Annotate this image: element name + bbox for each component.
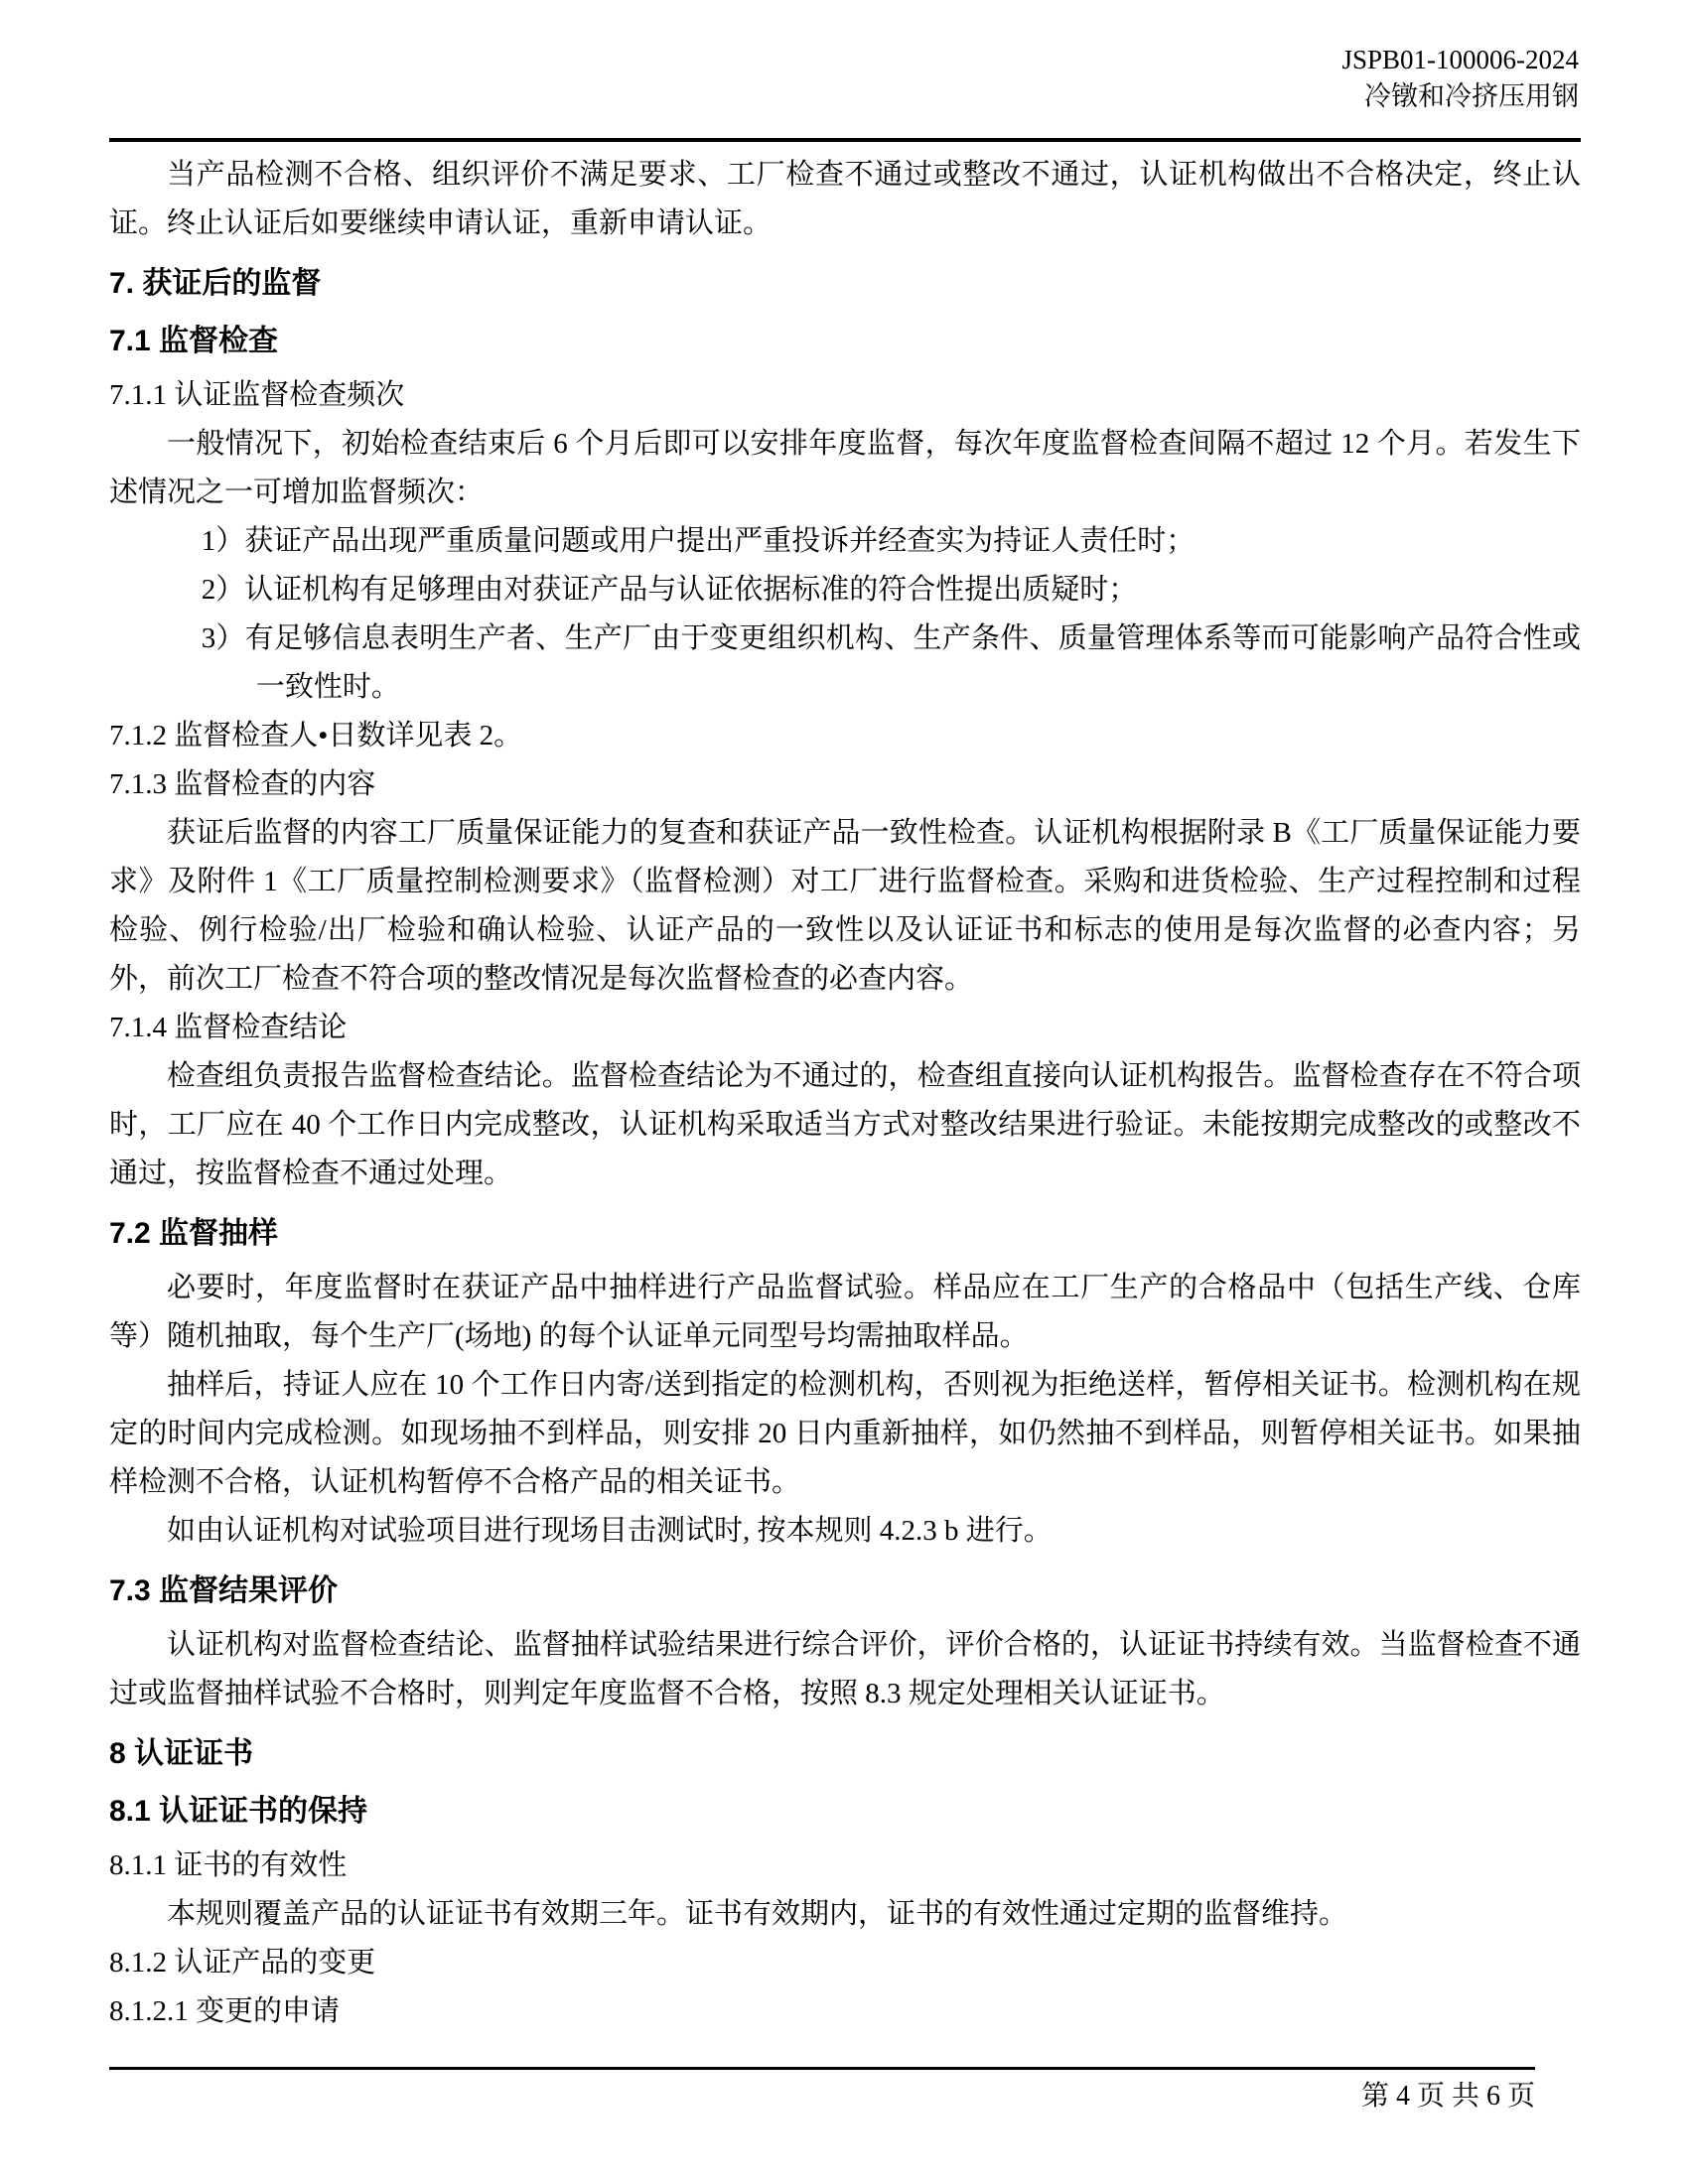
clause-7-1-1-heading: 7.1.1 认证监督检查频次	[109, 379, 405, 411]
paragraph-termination: 当产品检测不合格、组织评价不满足要求、工厂检查不通过或整改不通过，认证机构做出不合格决定，终止认证。终止认证后如要继续申请认证，重新申请认证。	[109, 159, 1581, 239]
paragraph-sampling-1: 必要时，年度监督时在获证产品中抽样进行产品监督试验。样品应在工厂生产的合格品中（包括生产线、仓库等）随机抽取，每个生产厂(场地) 的每个认证单元同型号均需抽取样品。	[109, 1272, 1581, 1352]
page-number: 第 4 页 共 6 页	[1360, 2081, 1535, 2112]
clause-8-1-2-1-heading: 8.1.2.1 变更的申请	[109, 1995, 341, 2027]
paragraph-sampling-2: 抽样后，持证人应在 10 个工作日内寄/送到指定的检测机构，否则视为拒绝送样，暂停相关证书。检测机构在规定的时间内完成检测。如现场抽不到样品，则安排 20 日内重新抽样，如仍然抽不到样品，则暂停相关证书。如果抽样检测不合格，认证机构暂停不合格产品的相关证书。	[109, 1369, 1581, 1498]
paragraph-cert-validity: 本规则覆盖产品的认证证书有效期三年。证书有效期内，证书的有效性通过定期的监督维持。	[167, 1898, 1348, 1930]
section-8-1-heading: 8.1 认证证书的保持	[109, 1795, 368, 1828]
document-number: JSPB01-100006-2024	[1341, 45, 1579, 74]
clause-7-1-3-heading: 7.1.3 监督检查的内容	[109, 768, 376, 800]
list-item-2: 2）认证机构有足够理由对获证产品与认证依据标准的符合性提出质疑时；	[201, 574, 1138, 606]
document-title: 冷镦和冷挤压用钢	[1364, 81, 1579, 111]
clause-7-1-4-heading: 7.1.4 监督检查结论	[109, 1012, 348, 1043]
clause-8-1-2-heading: 8.1.2 认证产品的变更	[109, 1947, 376, 1979]
list-item-3: 3）有足够信息表明生产者、生产厂由于变更组织机构、生产条件、质量管理体系等而可能影响产品符合性或一致性时。	[201, 622, 1581, 703]
paragraph-witness-test: 如由认证机构对试验项目进行现场目击测试时, 按本规则 4.2.3 b 进行。	[167, 1515, 1053, 1547]
section-7-3-heading: 7.3 监督结果评价	[109, 1574, 339, 1607]
paragraph-supervision-content: 获证后监督的内容工厂质量保证能力的复查和获证产品一致性检查。认证机构根据附录 B《工厂质量保证能力要求》及附件 1《工厂质量控制检测要求》（监督检测）对工厂进行监督检查。采购和进货检验、生产过程控制和过程检验、例行检验/出厂检验和确认检验、认证产品的一致性以及认证证书和标志的使用是每次监督的必查内容；另外，前次工厂检查不符合项的整改情况是每次监督检查的必查内容。	[109, 817, 1581, 995]
section-7-2-heading: 7.2 监督抽样	[109, 1217, 279, 1250]
list-item-1: 1）获证产品出现严重质量问题或用户提出严重投诉并经查实为持证人责任时；	[201, 525, 1196, 557]
page-header	[109, 42, 1579, 115]
header-divider	[109, 138, 1581, 142]
section-7-heading: 7. 获证后的监督	[109, 267, 322, 300]
clause-7-1-2-line: 7.1.2 监督检查人•日数详见表 2。	[109, 720, 523, 751]
document-body	[109, 151, 1581, 2036]
footer-divider	[109, 2067, 1535, 2070]
section-8-heading: 8 认证证书	[109, 1737, 254, 1770]
section-7-1-heading: 7.1 监督检查	[109, 325, 279, 357]
paragraph-supervision-conclusion: 检查组负责报告监督检查结论。监督检查结论为不通过的，检查组直接向认证机构报告。监督检查存在不符合项时，工厂应在 40 个工作日内完成整改，认证机构采取适当方式对整改结果进行验证。未能按期完成整改的或整改不通过，按监督检查不通过处理。	[109, 1060, 1581, 1189]
clause-8-1-1-heading: 8.1.1 证书的有效性	[109, 1849, 348, 1881]
paragraph-result-evaluation: 认证机构对监督检查结论、监督抽样试验结果进行综合评价，评价合格的，认证证书持续有效。当监督检查不通过或监督抽样试验不合格时，则判定年度监督不合格，按照 8.3 规定处理相关认证证书。	[109, 1629, 1581, 1709]
paragraph-supervision-freq: 一般情况下，初始检查结束后 6 个月后即可以安排年度监督，每次年度监督检查间隔不超过 12 个月。若发生下述情况之一可增加监督频次：	[109, 428, 1581, 508]
